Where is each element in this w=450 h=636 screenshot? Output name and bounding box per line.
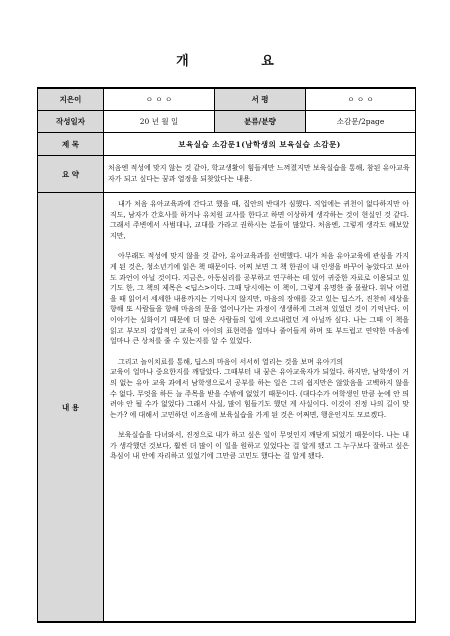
content-paragraph: 교육이 얼마나 중요한지를 깨달았다. 그때부터 내 꿈은 유아교육자가 되었다. 하지만, 남학생이 거의 없는 유아 교육 과에서 남학생으로서 공부를 하는 일은 그리 쉽지만은 않았음을 고백하지 않을 수 없다. 무엇을 하든 늘 주목을 받을 수밖에 없었기 때문이다. (대다수가 여학생인 만큼 눈에 안 띄려야 안 될 수가 없었다) 그래서 사실, 많이 힘들기도 했던 게 사실이다. 이것이 진정 나의 길이 맞는가? 에 대해서 고민하던 이즈음에 보육실습을 가게 된 것은 어쩌면, 행운인지도 모르겠다. <box>110 368 410 419</box>
content-row <box>38 193 416 623</box>
author-label: 지은이 <box>38 88 104 111</box>
summary-text: 처음엔 적성에 맞지 않는 것 같아, 학교생활이 힘들게만 느껴졌지만 보육실습을 통해, 참된 유아교육자가 되고 싶다는 꿈과 열정을 되찾았다는 내용. <box>104 156 416 193</box>
review-label: 서 평 <box>215 88 306 111</box>
category-value: 소감문/2page <box>306 111 416 133</box>
summary-label: 요 약 <box>38 156 104 193</box>
author-row <box>38 88 416 111</box>
summary-row <box>38 156 416 193</box>
content-paragraph: 아무래도 적성에 맞지 않을 것 같아, 유아교육과를 선택했다. 내가 처음 유아교육에 관심을 가지게 된 것은, 청소년기에 읽은 책 때문이다. 어찌 보면 그 책 한권이 내 인생을 바꾸어 놓았다고 보아도 과언이 아닐 것이다. 지금은, 아동심리를 공부하고 연구하는 데 있어 귀중한 자료로 이용되고 있기도 한, 그 책의 제목은 <딥스>이다. 그때 당시에는 이 책이, 그렇게 유명한 줄 몰랐다. 워낙 어렸을 때 읽어서 세세한 내용까지는 기억나지 않지만, 마음의 장애를 갖고 있는 딥스가, 진찬히 세상을 향해 또 사람들을 향해 마음의 문을 열어나가는 과정이 생생하게 그려져 있었던 것이 기억난다. 이 이야기는 실화이기 때문에 더 많은 사람들의 입에 오르내렸던 게 아닐까 싶다. 나는 그때 이 책을 읽고 부모의 강압적인 교육이 아이의 표현력을 얼마나 줄어들게 하며 또 부드럽고 연약한 마음에 얼마나 큰 상처를 줄 수 있는지를 알 수 있었다. <box>110 252 410 346</box>
title-label: 제 목 <box>38 133 104 156</box>
date-label: 작성일자 <box>38 111 104 133</box>
category-label: 분류/분량 <box>215 111 306 133</box>
content-paragraph: 내가 처음 유아교육과에 간다고 했을 때, 집안의 반대가 심했다. 직업에는 귀천이 없다하지만 아직도, 남자가 간호사를 하거나 유치원 교사를 한다고 하면 이상하게 생각하는 것이 현실인 것 같다. 그래서 주변에서 사범대나, 교대를 가라고 권하시는 분들이 많았다. 처음엔, 그렇게 생각도 해보았지만, <box>110 200 410 240</box>
content-paragraph: 그리고 놀이치료를 통해, 딥스의 마음이 서서히 열리는 것을 보며 유아기의 <box>118 357 344 366</box>
content-label: 내 용 <box>38 193 104 623</box>
author-value: ㅇ ㅇ ㅇ <box>104 88 215 111</box>
date-row <box>38 111 416 133</box>
report-form-table <box>37 87 416 623</box>
document-title: 보육실습 소감문1(남학생의 보육실습 소감문) <box>104 133 416 156</box>
title-row <box>38 133 416 156</box>
page-title: 개 요 <box>176 54 308 69</box>
review-value: ㅇ ㅇ ㅇ <box>306 88 416 111</box>
content-paragraph: 보육실습을 다녀와서, 진정으로 내가 하고 싶은 일이 무엇인지 깨닫게 되었기 때문이다. 나는 내가 생각했던 것보다, 훨씬 더 많이 이 일을 원하고 있었다는 걸 알게 됐고 그 누구보다 잘하고 싶은 욕심이 내 안에 자리하고 있었기에 그만큼 고민도 했다는 걸 알게 됐다. <box>110 431 410 461</box>
date-value: 20 년 월 일 <box>104 111 215 133</box>
content-body <box>104 193 416 623</box>
